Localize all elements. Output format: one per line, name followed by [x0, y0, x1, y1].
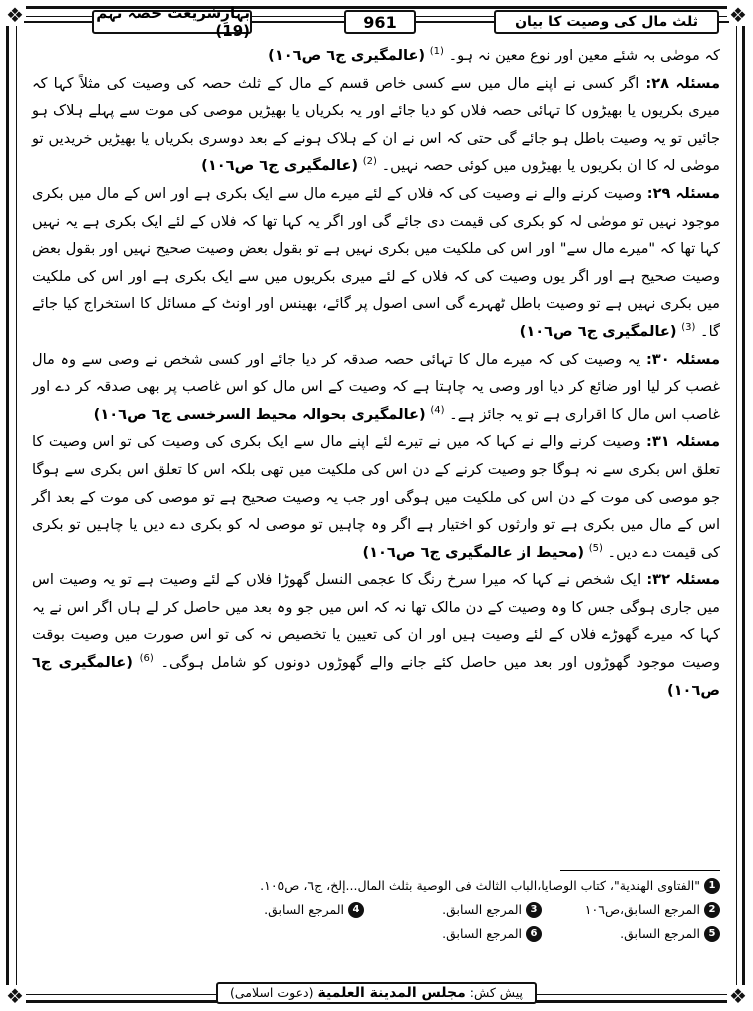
book-title: بہارِشریعت حصہ نہم (19) [92, 10, 252, 34]
publisher-name: مجلس المدینة العلمیة [317, 985, 466, 1001]
footnote-row [32, 874, 720, 898]
paragraph [32, 346, 720, 429]
footnote-separator [560, 870, 720, 871]
page-footer [0, 982, 753, 1004]
footnote-marker: (1) [429, 46, 444, 58]
paragraph [32, 428, 720, 566]
footnote [392, 898, 542, 922]
footnote-marker: (2) [362, 156, 377, 168]
footer-prefix: پیش کش: [469, 985, 523, 1000]
page-number: 961 [344, 10, 416, 34]
issue-label: مسئلہ ٢٩: [646, 184, 720, 202]
corner-ornament-icon: ❖ [727, 4, 749, 26]
issue-label: مسئلہ ٣١: [646, 433, 721, 451]
footnote [214, 898, 364, 922]
footnote-marker: (5) [588, 542, 603, 554]
paragraph-text: کہ موصٰی بہ شئے معین اور نوع معین نہ ہو۔ [448, 47, 720, 64]
footnote-number-badge: 1 [704, 878, 720, 894]
paragraph-text: وصیت کرنے والے نے وصیت کی کہ فلاں کے لئے میرے مال سے ایک بکری ہے اور اس کے مال میں بکری موجود نہیں تو موصٰی لہ کو بکری کی قیمت دی جائے گی اور اگر یہ کہا تھا کہ فلاں کے لئے ایک بکری ہے یہ نہیں کہا تھا کہ "میرے مال سے" اور اس کی ملکیت میں بکری نہیں ہے تو بقول بعض وصیت صحیح نہیں اور بقول بعض وصیت صحیح ہے اور اگر یوں وصیت کی کہ فلاں کے لئے میری بکریوں میں سے ایک بکری ہے اور اس کی ملکیت میں بکری نہیں ہے تو وصیت باطل ٹھہرے گی اسی اصول پر گائے، بھینس اور اونٹ کے مسائل کا استخراج کیا جائے گا۔ [32, 184, 720, 340]
paragraph [32, 566, 720, 704]
footnote-text: المرجع السابق. [442, 926, 522, 941]
publisher-affiliation: (دعوت اسلامی) [230, 985, 314, 1000]
paragraph-text: وصیت کرنے والے نے کہا کہ میں نے تیرے لئے اپنے مال سے ایک بکری کی وصیت کی تو اس وصیت کا تعلق اس بکری سے نہ ہوگا جو وصیت کرنے کے دن اس کی ملکیت میں تھی بلکہ اس کا تعلق اس بکری سے ہوگا جو موصی کی موت کے دن اس کی ملکیت میں ہوگی اور جب یہ وصیت صحیح ہے تو موصی کی موت کے بعد اگر اس کے مال میں بکری ہے تو وارثوں کو اختیار ہے اگر وہ چاہیں تو موصی لہ کو بکری دے دیں یا چاہیں تو بکری کی قیمت دے دیں۔ [32, 433, 720, 561]
paragraph [32, 42, 720, 70]
corner-ornament-icon: ❖ [4, 4, 26, 26]
footnote-number-badge: 2 [704, 902, 720, 918]
issue-label: مسئلہ ٢٨: [645, 74, 720, 92]
footnotes [32, 874, 720, 946]
footnote-number-badge: 3 [526, 902, 542, 918]
footnote [570, 898, 720, 922]
reference: (محیط از عالمگیری ج٦ ص١٠٦) [362, 543, 585, 561]
paragraph-text: اگر کسی نے اپنے مال میں سے کسی خاص قسم کے مال کے ثلث حصہ کی وصیت کی مثلاً کہا کہ میری بکریوں یا بھیڑوں کا تہائی حصہ فلاں کو دیا جائے اور یہ بکریاں یا بھیڑیں موصی کی موت سے پہلے ہلاک ہو جائیں تو یہ وصیت باطل ہو جائے گی حتی کہ اس نے ان کے ہلاک ہونے کے بعد دوسری بکریاں یا بھیڑیں خریدیں تو موصٰی لہ کا ان بکریوں یا بھیڑوں میں کوئی حصہ نہیں۔ [32, 74, 720, 175]
footnote-text: "الفتاوی الھندیة"، کتاب الوصایا،الباب الثالث فی الوصیة بثلث المال...إلخ، ج٦، ص١٠٥. [260, 878, 700, 893]
footnote-text: المرجع السابق. [264, 902, 344, 917]
footnote [570, 922, 720, 946]
footnote-marker: (6) [139, 653, 154, 665]
paragraph [32, 70, 720, 180]
corner-ornament-icon: ❖ [727, 985, 749, 1007]
paragraph-text: ایک شخص نے کہا کہ میرا سرخ رنگ کا عجمی النسل گھوڑا فلاں کے لئے وصیت ہے تو یہ وصیت اس میں جاری ہوگی جس کا وہ وصیت کے دن مالک تھا نہ کہ اس میں جو وہ بعد میں حاصل کر لے ہاں اگر اس نے یہ کہا کہ میرے گھوڑے فلاں کے لئے وصیت ہیں اور ان کی تعیین یا تخصیص نہ کی تو اس صورت میں وصیت بوقت وصیت موجود گھوڑوں اور بعد میں حاصل کئے جانے والے گھوڑوں دونوں کو شامل ہوگی۔ [32, 571, 720, 672]
corner-ornament-icon: ❖ [4, 985, 26, 1007]
page-body [32, 42, 720, 862]
reference: (عالمگیری بحوالہ محیط السرخسی ج٦ ص١٠٦) [93, 405, 426, 423]
footnote-number-badge: 6 [526, 926, 542, 942]
footnote-marker: (4) [430, 404, 445, 416]
footnote-text: المرجع السابق. [442, 902, 522, 917]
paragraph-text: یہ وصیت کی کہ میرے مال کا تہائی حصہ صدقہ کر دیا جائے اور کسی شخص نے وصی سے وہ مال غصب کر لیا اور ضائع کر دیا اور وصی یہ چاہتا ہے کہ وصیت کے اس مال کو اس غاصب پر بھی صدقہ کر دے اور غاصب اس مال کا اقراری ہے تو یہ جائز ہے۔ [32, 350, 720, 423]
footnote-number-badge: 5 [704, 926, 720, 942]
paragraph [32, 180, 720, 346]
issue-label: مسئلہ ٣٠: [645, 350, 720, 368]
reference: (عالمگیری ج٦ ص١٠٦) [519, 322, 677, 340]
reference: (عالمگیری ج٦ ص١٠٦) [32, 654, 720, 699]
footnote-marker: (3) [681, 322, 696, 334]
footnote [392, 922, 542, 946]
footnote-row [32, 922, 720, 946]
page-header [24, 4, 729, 40]
footnote [260, 874, 720, 898]
footnote-row [32, 898, 720, 922]
chapter-title: ثلث مال کی وصیت کا بیان [494, 10, 719, 34]
footnote-text: المرجع السابق. [620, 926, 700, 941]
footnote-number-badge: 4 [348, 902, 364, 918]
issue-label: مسئلہ ٣٢: [646, 571, 720, 589]
publisher-box [216, 982, 537, 1004]
reference: (عالمگیری ج٦ ص١٠٦) [268, 47, 426, 64]
footnote-text: المرجع السابق،ص١٠٦ [584, 902, 700, 917]
reference: (عالمگیری ج٦ ص١٠٦) [201, 157, 359, 175]
